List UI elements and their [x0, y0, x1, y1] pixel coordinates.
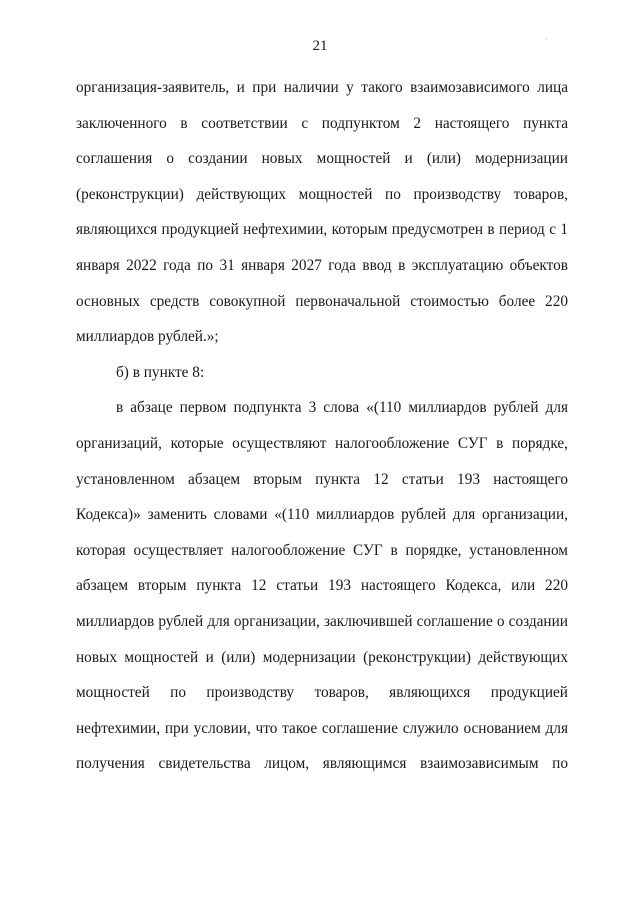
text-line: получения свидетельства лицом, являющимся взаимозависимым по [76, 755, 568, 773]
text-line: абзацем вторым пункта 12 статьи 193 настоящего Кодекса, или 220 [76, 577, 568, 595]
corner-mark: · [545, 34, 548, 44]
text-line: б) в пункте 8: [116, 363, 205, 381]
text-line: которая осуществляет налогообложение СУГ в порядке, установленном [76, 541, 568, 559]
text-line: установленном абзацем вторым пункта 12 статьи 193 настоящего [76, 470, 568, 488]
text-line: мощностей по производству товаров, являющихся продукцией [76, 684, 568, 702]
paragraph-continuation [76, 70, 568, 355]
paragraph-item-b [76, 355, 568, 391]
body-text [76, 70, 568, 782]
text-line: соглашения о создании новых мощностей и (или) модернизации [76, 150, 568, 168]
text-line: миллиардов рублей.»; [76, 328, 219, 346]
text-line: января 2022 года по 31 января 2027 года ввод в эксплуатацию объектов [76, 256, 568, 274]
text-line: новых мощностей и (или) модернизации (реконструкции) действующих [76, 648, 568, 666]
page-number: 21 [312, 38, 328, 54]
text-line: являющихся продукцией нефтехимии, которым предусмотрен в период с 1 [76, 221, 568, 239]
text-line: организаций, которые осуществляют налогообложение СУГ в порядке, [76, 434, 568, 452]
text-line: организация-заявитель, и при наличии у такого взаимозависимого лица [76, 79, 568, 96]
text-line: миллиардов рублей для организации, заключившей соглашение о создании [76, 612, 568, 630]
text-line: Кодекса)» заменить словами «(110 миллиардов рублей для организации, [76, 506, 568, 524]
text-line: в абзаце первом подпункта 3 слова «(110 миллиардов рублей для [116, 399, 568, 417]
text-line: (реконструкции) действующих мощностей по производству товаров, [76, 185, 568, 203]
paragraph-first-paragraph-amendment [76, 390, 568, 782]
text-line: основных средств совокупной первоначальной стоимостью более 220 [76, 292, 568, 310]
text-line: заключенного в соответствии с подпунктом 2 настоящего пункта [76, 114, 568, 132]
text-line: нефтехимии, при условии, что такое соглашение служило основанием для [76, 719, 568, 737]
